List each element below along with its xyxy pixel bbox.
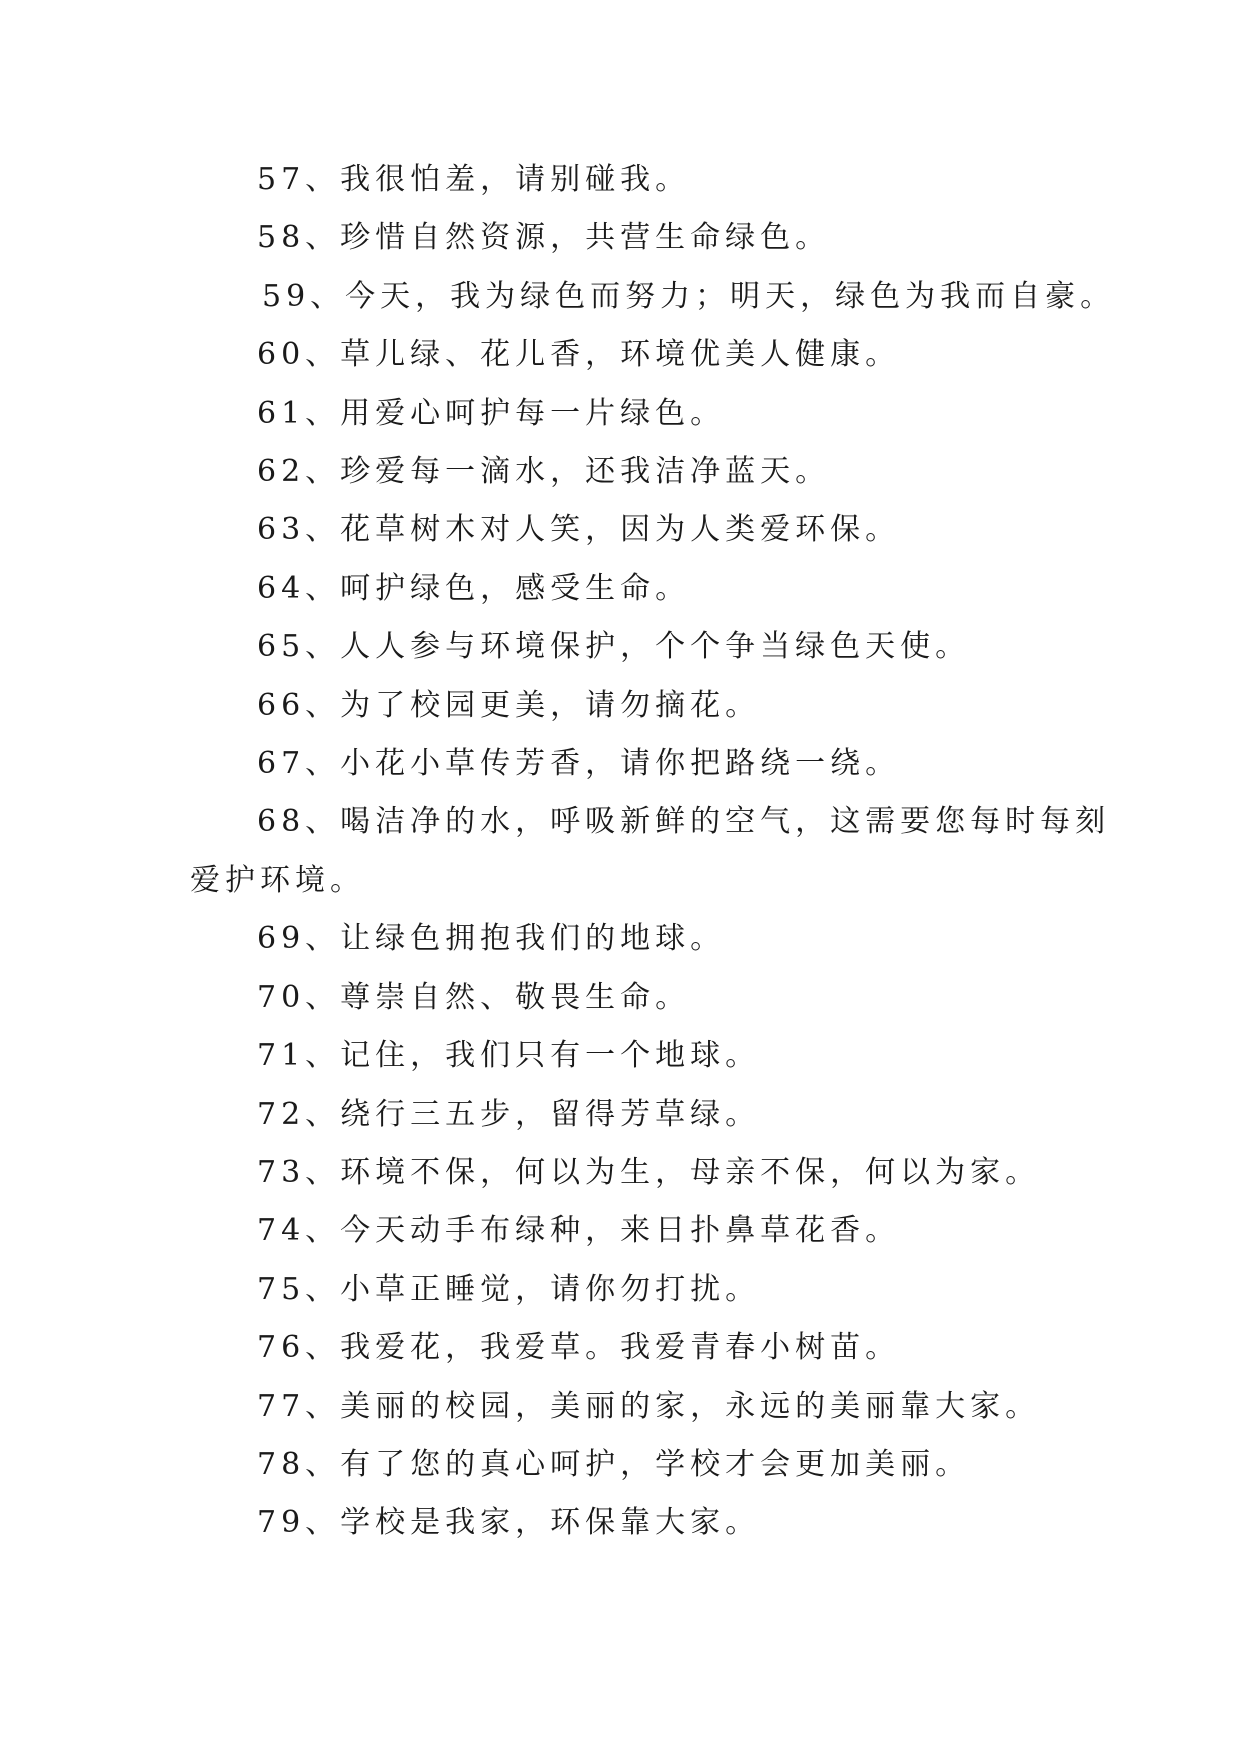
slogan-text: 73、环境不保，何以为生，母亲不保，何以为家。 xyxy=(257,1154,1041,1190)
list-item xyxy=(0,735,1241,793)
list-item xyxy=(0,1202,1241,1260)
slogan-text: 77、美丽的校园，美丽的家，永远的美丽靠大家。 xyxy=(257,1388,1041,1424)
list-item xyxy=(0,560,1241,618)
list-item xyxy=(0,793,1241,910)
list-item xyxy=(0,385,1241,443)
list-item xyxy=(0,677,1241,735)
slogan-text: 69、让绿色拥抱我们的地球。 xyxy=(257,921,726,957)
slogan-text: 65、人人参与环境保护，个个争当绿色天使。 xyxy=(257,629,971,665)
slogan-text: 74、今天动手布绿种，来日扑鼻草花香。 xyxy=(257,1213,901,1249)
slogan-text: 67、小花小草传芳香，请你把路绕一绕。 xyxy=(257,746,901,782)
slogan-text: 70、尊崇自然、敬畏生命。 xyxy=(257,979,691,1015)
list-item xyxy=(0,151,1241,209)
list-item xyxy=(0,501,1241,559)
slogan-text: 78、有了您的真心呵护，学校才会更加美丽。 xyxy=(257,1446,971,1482)
slogan-text: 59、今天，我为绿色而努力；明天，绿色为我而自豪。 xyxy=(262,278,1116,314)
list-item xyxy=(0,443,1241,501)
list-item xyxy=(0,618,1241,676)
slogan-text: 63、花草树木对人笑，因为人类爱环保。 xyxy=(257,512,901,548)
list-item xyxy=(0,1261,1241,1319)
slogan-text: 72、绕行三五步，留得芳草绿。 xyxy=(257,1096,761,1132)
slogan-text: 64、呵护绿色，感受生命。 xyxy=(257,570,691,606)
slogan-text: 58、珍惜自然资源，共营生命绿色。 xyxy=(257,220,831,256)
list-item xyxy=(0,969,1241,1027)
slogan-continuation: 爱护环境。 xyxy=(190,862,365,898)
list-item xyxy=(0,1494,1241,1552)
slogan-text: 66、为了校园更美，请勿摘花。 xyxy=(257,687,761,723)
list-item xyxy=(0,1086,1241,1144)
slogan-text: 71、记住，我们只有一个地球。 xyxy=(257,1038,761,1074)
list-item xyxy=(0,910,1241,968)
list-item xyxy=(0,1436,1241,1494)
list-item xyxy=(0,1378,1241,1436)
slogan-text: 76、我爱花，我爱草。我爱青春小树苗。 xyxy=(257,1330,901,1366)
list-item xyxy=(0,209,1241,267)
list-item xyxy=(0,268,1241,326)
slogan-list xyxy=(0,151,1241,1553)
list-item xyxy=(0,1027,1241,1085)
slogan-text: 79、学校是我家，环保靠大家。 xyxy=(257,1505,761,1541)
slogan-text: 61、用爱心呵护每一片绿色。 xyxy=(257,395,726,431)
slogan-text: 75、小草正睡觉，请你勿打扰。 xyxy=(257,1271,761,1307)
list-item xyxy=(0,326,1241,384)
list-item xyxy=(0,1144,1241,1202)
slogan-text: 60、草儿绿、花儿香，环境优美人健康。 xyxy=(257,337,901,373)
slogan-text: 62、珍爱每一滴水，还我洁净蓝天。 xyxy=(257,454,831,490)
slogan-text: 68、喝洁净的水，呼吸新鲜的空气，这需要您每时每刻 xyxy=(257,804,1111,840)
slogan-text: 57、我很怕羞，请别碰我。 xyxy=(257,162,691,197)
list-item xyxy=(0,1319,1241,1377)
